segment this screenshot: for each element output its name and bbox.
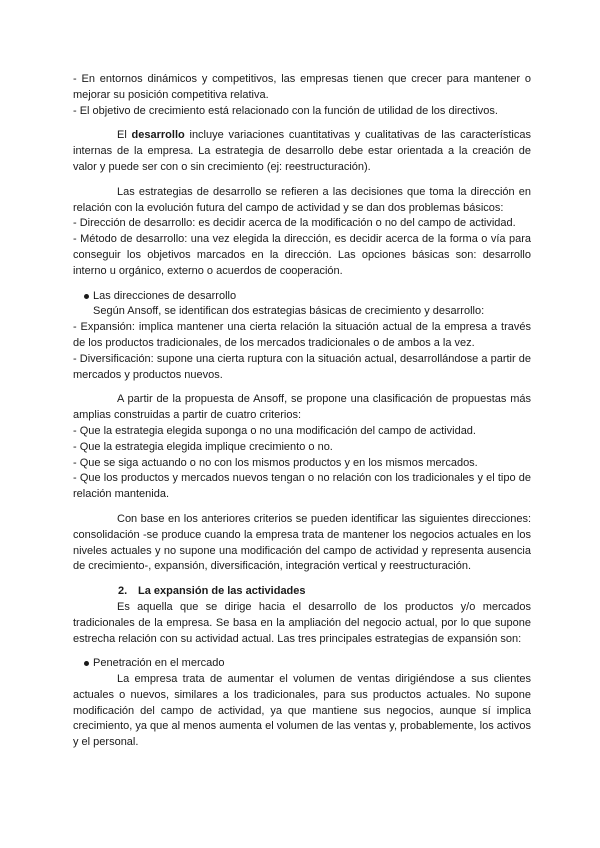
paragraph-intro: Las estrategias de desarrollo se refieren a las decisiones que toma la dirección en relación con la evolución futura del campo de actividad y se dan dos problemas básicos: (73, 185, 531, 214)
bullet-icon (84, 661, 89, 666)
list-item: - Método de desarrollo: una vez elegida la dirección, es decidir acerca de la forma o vía para conseguir los objetivos marcados en la dirección. Las opciones básicas son: desarrollo interno u orgánico, externo o acuerdos de cooperación. (73, 233, 531, 277)
bullet-icon (84, 294, 89, 299)
paragraph-expansion-definition: Es aquella que se dirige hacia el desarrollo de los productos y/o mercados tradicionales de la empresa. Se basa en la ampliación del negocio actual, por lo que supone estrecha relación con su actividad actual. Las tres principales estrategias de expansión son: (73, 600, 531, 645)
document-page (73, 72, 531, 751)
list-item: - Que la estrategia elegida suponga o no una modificación del campo de actividad. (73, 424, 476, 437)
section-number: 2. (118, 585, 128, 598)
list-item: - Que los productos y mercados nuevos tengan o no relación con los tradicionales y el tipo de relación mantenida. (73, 472, 531, 501)
bullet-item (73, 656, 531, 672)
bold-term: desarrollo (131, 129, 185, 142)
list-item: - Expansión: implica mantener una cierta relación la situación actual de la empresa a través de los productos tradicionales, de los mercados tradicionales o de ambos a la vez. (73, 321, 531, 349)
list-item: - En entornos dinámicos y competitivos, las empresas tienen que crecer para mantener o mejorar su posición competitiva relativa. (73, 73, 531, 101)
paragraph-penetracion: La empresa trata de aumentar el volumen de ventas dirigiéndose a sus clientes actuales o nuevos, similares a los tradicionales, para sus productos actuales. No supone modificación del campo de actividad, ya que mantiene sus negocios, aunque sí implica crecimiento, ya que al menos aumenta el volumen de las ventas y, probablemente, los activos y el personal. (73, 673, 531, 749)
bullet-item (73, 289, 531, 305)
section-penetracion (73, 656, 531, 751)
list-item: - Que se siga actuando o no con los mismos productos y en los mismos mercados. (73, 456, 478, 469)
paragraph-ansoff: Según Ansoff, se identifican dos estrategias básicas de crecimiento y desarrollo: (93, 305, 485, 318)
list-item: - Que la estrategia elegida implique crecimiento o no. (73, 440, 333, 453)
paragraph-growth-reasons (73, 72, 531, 119)
paragraph-desarrollo-definition: El desarrollo incluye variaciones cuantitativas y cualitativas de las características internas de la empresa. La estrategia de desarrollo debe estar orientada a la creación de valor y puede ser con o sin crecimiento (ej: reestructuración). (73, 129, 531, 173)
paragraph-intro: A partir de la propuesta de Ansoff, se propone una clasificación de propuestas más amplias construidas a partir de cuatro criterios: (73, 393, 531, 422)
paragraph-directions-list: Con base en los anteriores criterios se pueden identificar las siguientes direcciones: consolidación -se produce cuando la empresa trata de mantener los negocios actuales en los niveles actuales y no supone una modificación del campo de actividad y representa ausencia de crecimiento-, expansión, diversificación, integración vertical y reestructuración. (73, 512, 531, 573)
section-direcciones (73, 289, 531, 384)
paragraph-development-strategies (73, 185, 531, 280)
bullet-title: Penetración en el mercado (93, 657, 225, 670)
section-heading (73, 584, 531, 600)
list-item: - Diversificación: supone una cierta ruptura con la situación actual, desarrollándose a partir de mercados y productos nuevos. (73, 352, 531, 381)
list-item: - El objetivo de crecimiento está relacionado con la función de utilidad de los directivos. (73, 104, 498, 117)
paragraph-criteria (73, 392, 531, 503)
bullet-title: Las direcciones de desarrollo (93, 289, 237, 302)
section-title: La expansión de las actividades (138, 585, 306, 598)
list-item: - Dirección de desarrollo: es decidir acerca de la modificación o no del campo de actividad. (73, 217, 516, 230)
